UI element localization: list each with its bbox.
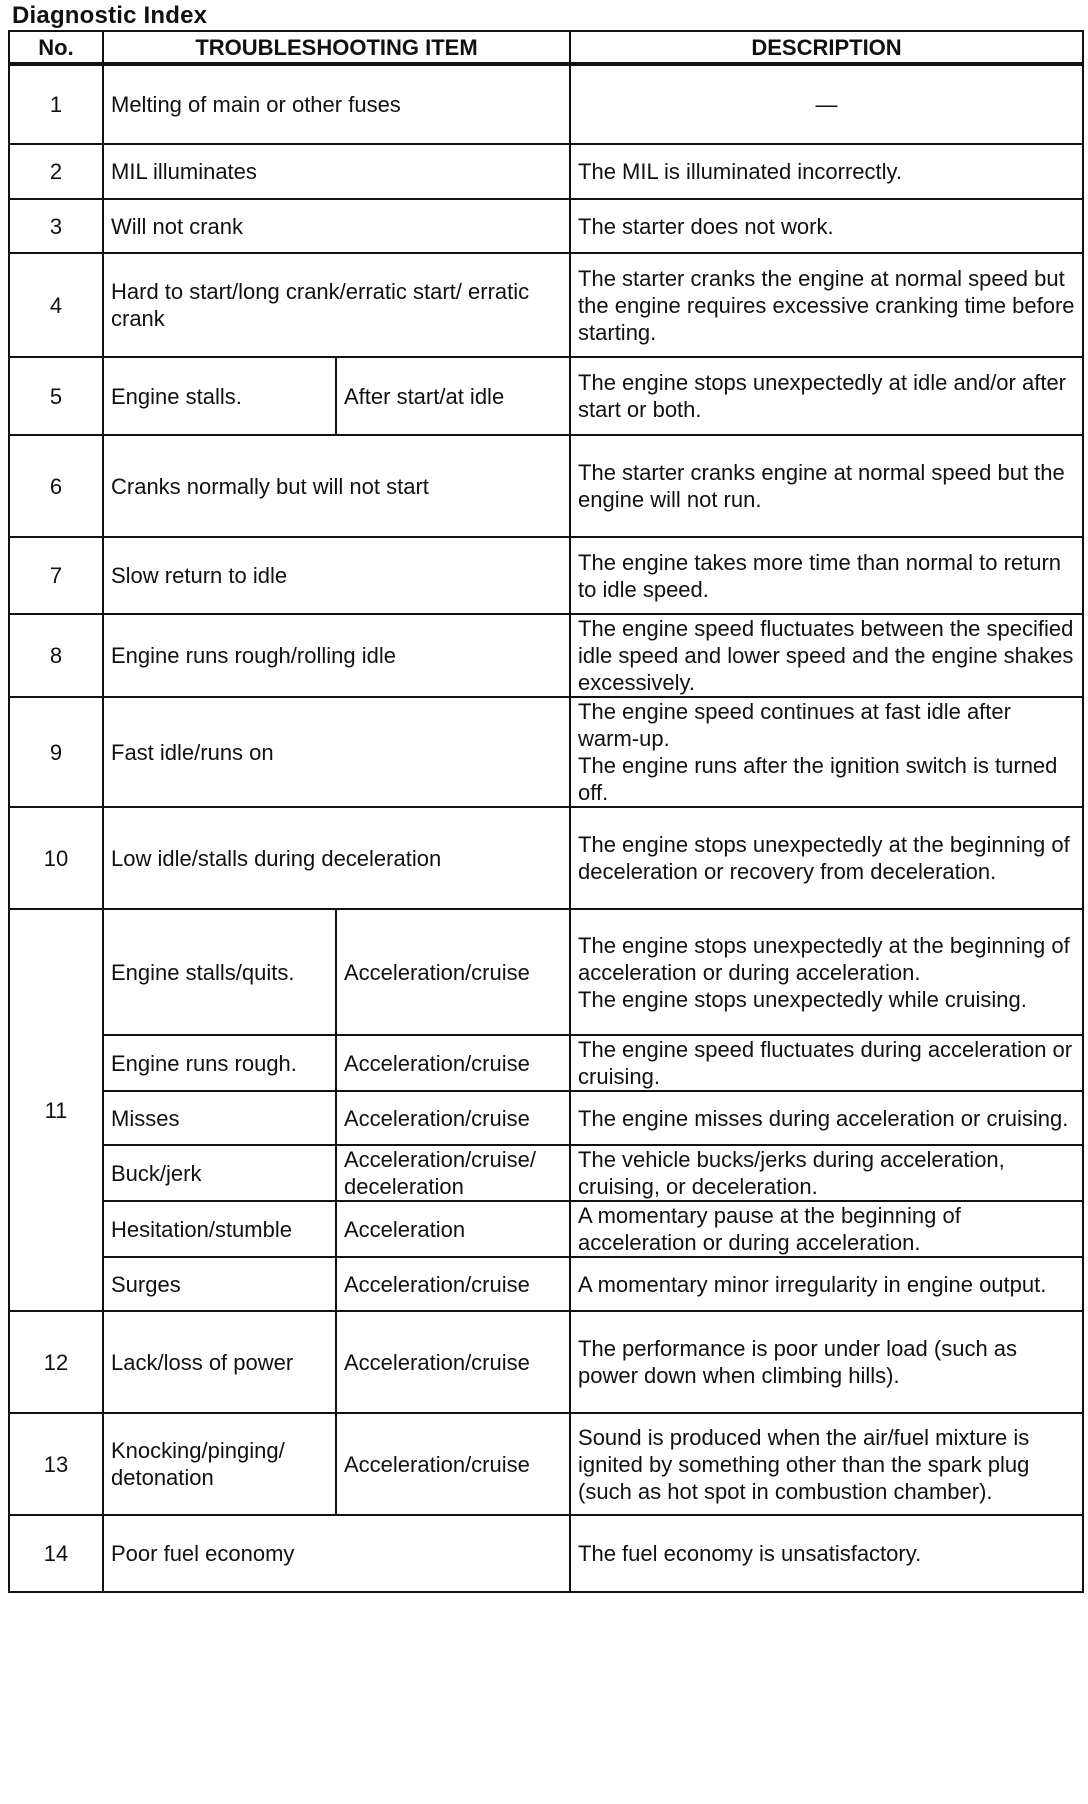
description: The starter cranks engine at normal speed but the engine will not run. (570, 435, 1083, 537)
description: The engine takes more time than normal to return to idle speed. (570, 537, 1083, 614)
row-number: 4 (9, 253, 103, 357)
condition: Acceleration/cruise/ deceleration (336, 1145, 570, 1201)
troubleshooting-item: Engine runs rough/rolling idle (103, 614, 570, 697)
troubleshooting-item: Will not crank (103, 199, 570, 253)
table-row (9, 909, 1083, 1035)
condition: Acceleration/cruise (336, 1257, 570, 1311)
description: The starter does not work. (570, 199, 1083, 253)
table-row (9, 357, 1083, 435)
troubleshooting-item: Knocking/pinging/ detonation (103, 1413, 336, 1515)
troubleshooting-item: Buck/jerk (103, 1145, 336, 1201)
header-description: DESCRIPTION (570, 31, 1083, 64)
description: A momentary minor irregularity in engine output. (570, 1257, 1083, 1311)
troubleshooting-item: Fast idle/runs on (103, 697, 570, 807)
table-row (9, 614, 1083, 697)
row-number: 3 (9, 199, 103, 253)
troubleshooting-item: Engine runs rough. (103, 1035, 336, 1091)
header-troubleshooting-item: TROUBLESHOOTING ITEM (103, 31, 570, 64)
troubleshooting-item: Poor fuel economy (103, 1515, 570, 1592)
table-row (9, 1035, 1083, 1091)
troubleshooting-item: Engine stalls. (103, 357, 336, 435)
row-number: 2 (9, 144, 103, 199)
row-number: 12 (9, 1311, 103, 1413)
troubleshooting-item: Hard to start/long crank/erratic start/ erratic crank (103, 253, 570, 357)
description: The engine stops unexpectedly at the beginning of acceleration or during acceleration. The engine stops unexpectedly while cruising. (570, 909, 1083, 1035)
description: A momentary pause at the beginning of acceleration or during acceleration. (570, 1201, 1083, 1257)
header-row (9, 31, 1083, 64)
row-number: 13 (9, 1413, 103, 1515)
description: The performance is poor under load (such as power down when climbing hills). (570, 1311, 1083, 1413)
troubleshooting-item: Slow return to idle (103, 537, 570, 614)
row-number: 7 (9, 537, 103, 614)
description: The engine speed fluctuates during acceleration or cruising. (570, 1035, 1083, 1091)
row-number: 5 (9, 357, 103, 435)
table-row (9, 1091, 1083, 1145)
table-row (9, 537, 1083, 614)
condition: Acceleration/cruise (336, 1413, 570, 1515)
troubleshooting-item: Cranks normally but will not start (103, 435, 570, 537)
header-no: No. (9, 31, 103, 64)
troubleshooting-item: Misses (103, 1091, 336, 1145)
row-number: 8 (9, 614, 103, 697)
description: The vehicle bucks/jerks during acceleration, cruising, or deceleration. (570, 1145, 1083, 1201)
table-row (9, 1145, 1083, 1201)
table-row (9, 1311, 1083, 1413)
table-row (9, 144, 1083, 199)
description: Sound is produced when the air/fuel mixture is ignited by something other than the spark plug (such as hot spot in combustion chamber). (570, 1413, 1083, 1515)
description: — (570, 64, 1083, 144)
table-row (9, 64, 1083, 144)
page-title: Diagnostic Index (12, 2, 208, 29)
description: The MIL is illuminated incorrectly. (570, 144, 1083, 199)
row-number: 1 (9, 64, 103, 144)
table-row (9, 1413, 1083, 1515)
page (4, 0, 1084, 1804)
table-row (9, 199, 1083, 253)
condition: Acceleration/cruise (336, 1091, 570, 1145)
description: The starter cranks the engine at normal speed but the engine requires excessive cranking time before starting. (570, 253, 1083, 357)
row-number: 14 (9, 1515, 103, 1592)
description: The engine speed continues at fast idle after warm-up. The engine runs after the ignition switch is turned off. (570, 697, 1083, 807)
table-row (9, 435, 1083, 537)
diagnostic-index-table (8, 30, 1084, 1593)
condition: Acceleration (336, 1201, 570, 1257)
row-number: 10 (9, 807, 103, 909)
table-row (9, 253, 1083, 357)
condition: Acceleration/cruise (336, 909, 570, 1035)
description: The engine misses during acceleration or cruising. (570, 1091, 1083, 1145)
table-row (9, 1201, 1083, 1257)
condition: After start/at idle (336, 357, 570, 435)
row-number: 6 (9, 435, 103, 537)
table-row (9, 807, 1083, 909)
troubleshooting-item: Low idle/stalls during deceleration (103, 807, 570, 909)
troubleshooting-item: Melting of main or other fuses (103, 64, 570, 144)
table-row (9, 697, 1083, 807)
troubleshooting-item: Surges (103, 1257, 336, 1311)
description: The engine stops unexpectedly at idle and/or after start or both. (570, 357, 1083, 435)
row-number: 11 (9, 909, 103, 1311)
condition: Acceleration/cruise (336, 1311, 570, 1413)
row-number: 9 (9, 697, 103, 807)
table-row (9, 1257, 1083, 1311)
condition: Acceleration/cruise (336, 1035, 570, 1091)
table-row (9, 1515, 1083, 1592)
troubleshooting-item: Engine stalls/quits. (103, 909, 336, 1035)
troubleshooting-item: Lack/loss of power (103, 1311, 336, 1413)
description: The engine stops unexpectedly at the beginning of deceleration or recovery from deceleration. (570, 807, 1083, 909)
troubleshooting-item: MIL illuminates (103, 144, 570, 199)
description: The fuel economy is unsatisfactory. (570, 1515, 1083, 1592)
troubleshooting-item: Hesitation/stumble (103, 1201, 336, 1257)
description: The engine speed fluctuates between the specified idle speed and lower speed and the engine shakes excessively. (570, 614, 1083, 697)
